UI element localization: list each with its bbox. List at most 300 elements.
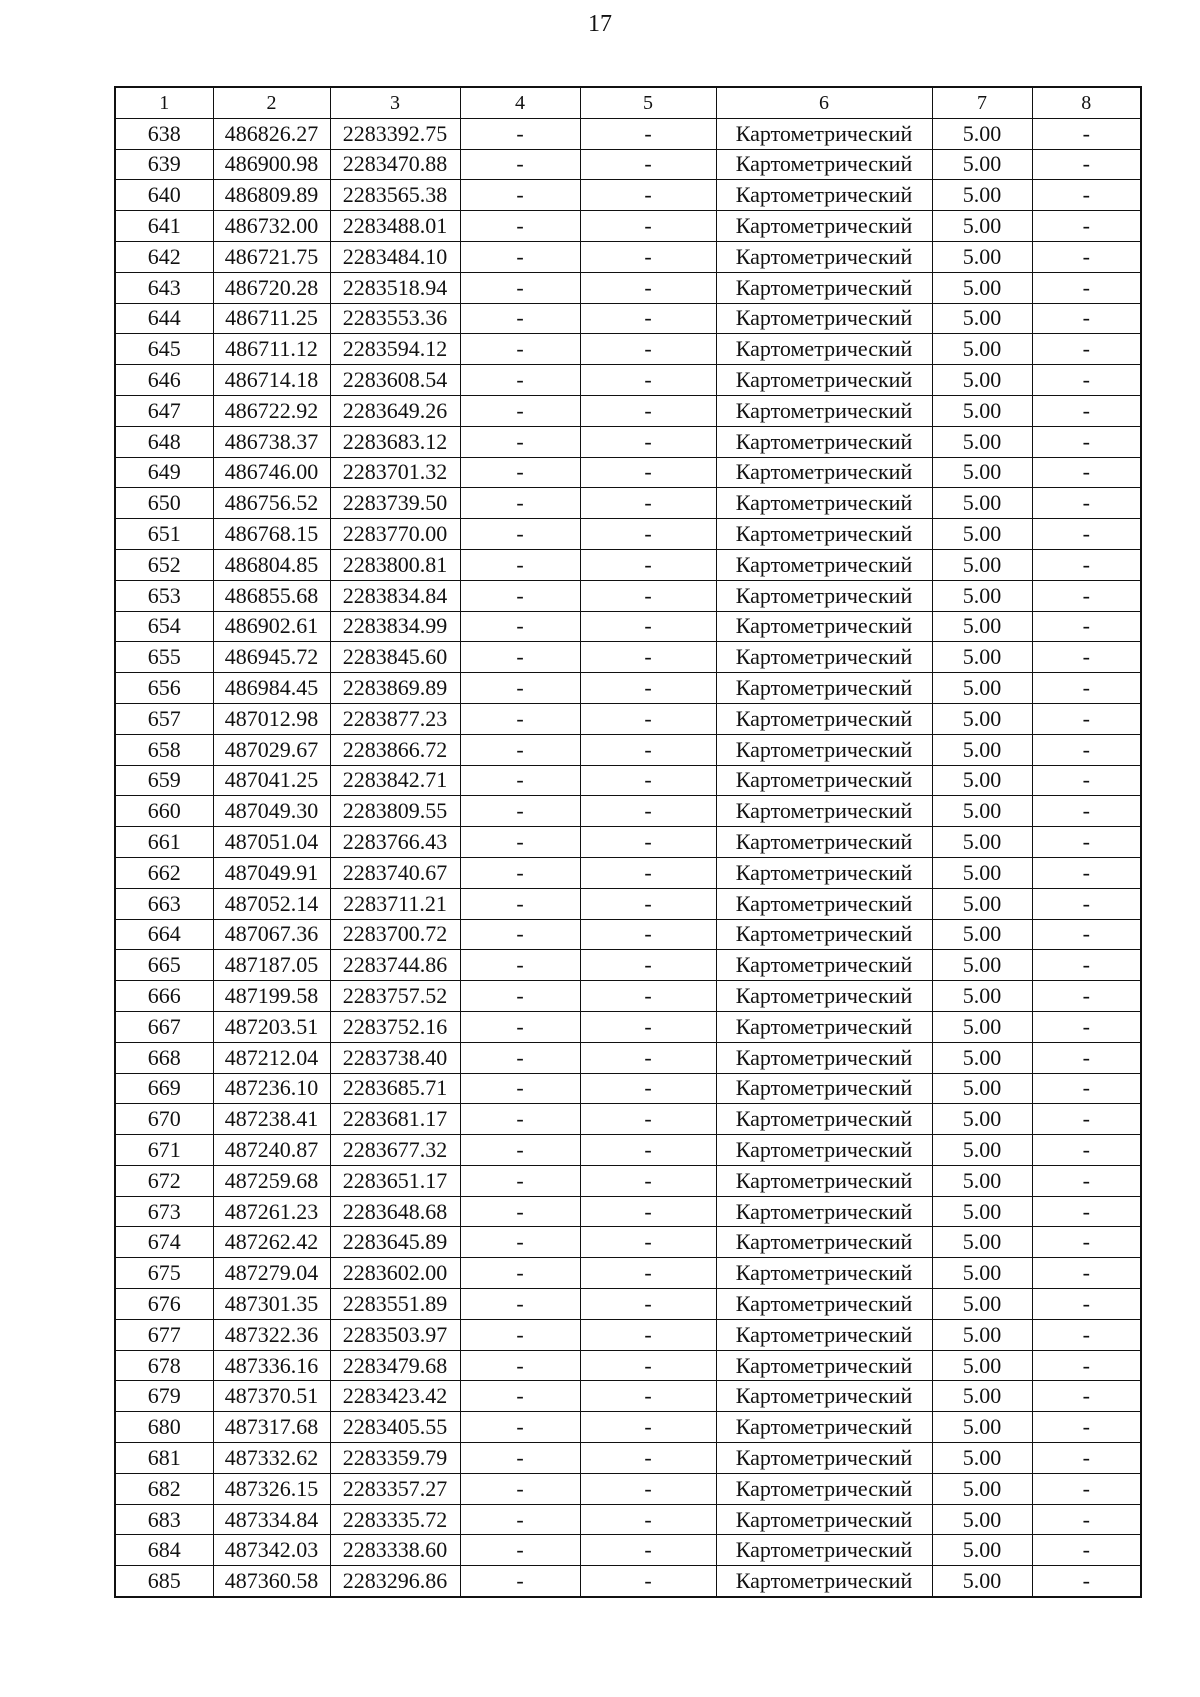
y-coordinate: 2283602.00 xyxy=(330,1258,460,1289)
column-5-value: - xyxy=(580,241,716,272)
point-number: 655 xyxy=(115,642,213,673)
point-number: 647 xyxy=(115,395,213,426)
point-number: 640 xyxy=(115,180,213,211)
table-row xyxy=(115,149,1141,180)
column-8-value: - xyxy=(1032,457,1141,488)
column-4-value: - xyxy=(460,334,580,365)
method-value: Картометрический xyxy=(716,426,932,457)
column-5-value: - xyxy=(580,950,716,981)
column-8-value: - xyxy=(1032,1535,1141,1566)
table-row xyxy=(115,1381,1141,1412)
y-coordinate: 2283738.40 xyxy=(330,1042,460,1073)
point-number: 670 xyxy=(115,1104,213,1135)
y-coordinate: 2283800.81 xyxy=(330,549,460,580)
table-row xyxy=(115,950,1141,981)
table-row xyxy=(115,1165,1141,1196)
column-4-value: - xyxy=(460,765,580,796)
x-coordinate: 487262.42 xyxy=(213,1227,330,1258)
x-coordinate: 486732.00 xyxy=(213,211,330,242)
column-8-value: - xyxy=(1032,734,1141,765)
x-coordinate: 486945.72 xyxy=(213,642,330,673)
column-8-value: - xyxy=(1032,1011,1141,1042)
column-5-value: - xyxy=(580,1196,716,1227)
column-8-value: - xyxy=(1032,1473,1141,1504)
accuracy-value: 5.00 xyxy=(932,1011,1032,1042)
y-coordinate: 2283565.38 xyxy=(330,180,460,211)
table-header xyxy=(115,87,1141,118)
column-8-value: - xyxy=(1032,919,1141,950)
x-coordinate: 487199.58 xyxy=(213,981,330,1012)
column-4-value: - xyxy=(460,365,580,396)
point-number: 666 xyxy=(115,981,213,1012)
point-number: 665 xyxy=(115,950,213,981)
accuracy-value: 5.00 xyxy=(932,334,1032,365)
accuracy-value: 5.00 xyxy=(932,1535,1032,1566)
column-4-value: - xyxy=(460,457,580,488)
method-value: Картометрический xyxy=(716,642,932,673)
column-5-value: - xyxy=(580,1473,716,1504)
point-number: 643 xyxy=(115,272,213,303)
column-5-value: - xyxy=(580,488,716,519)
column-8-value: - xyxy=(1032,703,1141,734)
table-row xyxy=(115,365,1141,396)
table-row xyxy=(115,303,1141,334)
column-header: 7 xyxy=(932,87,1032,118)
point-number: 673 xyxy=(115,1196,213,1227)
method-value: Картометрический xyxy=(716,303,932,334)
x-coordinate: 487203.51 xyxy=(213,1011,330,1042)
x-coordinate: 487240.87 xyxy=(213,1135,330,1166)
y-coordinate: 2283651.17 xyxy=(330,1165,460,1196)
table-row xyxy=(115,580,1141,611)
method-value: Картометрический xyxy=(716,1381,932,1412)
accuracy-value: 5.00 xyxy=(932,1135,1032,1166)
table-row xyxy=(115,734,1141,765)
x-coordinate: 486984.45 xyxy=(213,673,330,704)
column-8-value: - xyxy=(1032,673,1141,704)
accuracy-value: 5.00 xyxy=(932,149,1032,180)
accuracy-value: 5.00 xyxy=(932,703,1032,734)
y-coordinate: 2283842.71 xyxy=(330,765,460,796)
x-coordinate: 486768.15 xyxy=(213,519,330,550)
column-5-value: - xyxy=(580,611,716,642)
column-8-value: - xyxy=(1032,549,1141,580)
column-5-value: - xyxy=(580,703,716,734)
column-4-value: - xyxy=(460,888,580,919)
column-4-value: - xyxy=(460,1566,580,1597)
y-coordinate: 2283701.32 xyxy=(330,457,460,488)
point-number: 669 xyxy=(115,1073,213,1104)
column-4-value: - xyxy=(460,1350,580,1381)
column-5-value: - xyxy=(580,919,716,950)
method-value: Картометрический xyxy=(716,1073,932,1104)
method-value: Картометрический xyxy=(716,765,932,796)
y-coordinate: 2283518.94 xyxy=(330,272,460,303)
column-5-value: - xyxy=(580,1350,716,1381)
x-coordinate: 486855.68 xyxy=(213,580,330,611)
point-number: 641 xyxy=(115,211,213,242)
method-value: Картометрический xyxy=(716,1289,932,1320)
column-8-value: - xyxy=(1032,1073,1141,1104)
method-value: Картометрический xyxy=(716,488,932,519)
table-row xyxy=(115,796,1141,827)
table-row xyxy=(115,272,1141,303)
method-value: Картометрический xyxy=(716,796,932,827)
method-value: Картометрический xyxy=(716,1319,932,1350)
accuracy-value: 5.00 xyxy=(932,950,1032,981)
table-row xyxy=(115,765,1141,796)
point-number: 683 xyxy=(115,1504,213,1535)
method-value: Картометрический xyxy=(716,549,932,580)
method-value: Картометрический xyxy=(716,673,932,704)
method-value: Картометрический xyxy=(716,734,932,765)
column-8-value: - xyxy=(1032,1258,1141,1289)
accuracy-value: 5.00 xyxy=(932,857,1032,888)
column-4-value: - xyxy=(460,1319,580,1350)
x-coordinate: 487029.67 xyxy=(213,734,330,765)
accuracy-value: 5.00 xyxy=(932,1227,1032,1258)
column-4-value: - xyxy=(460,519,580,550)
column-4-value: - xyxy=(460,1196,580,1227)
x-coordinate: 486902.61 xyxy=(213,611,330,642)
column-4-value: - xyxy=(460,734,580,765)
table-row xyxy=(115,519,1141,550)
y-coordinate: 2283744.86 xyxy=(330,950,460,981)
column-8-value: - xyxy=(1032,149,1141,180)
point-number: 654 xyxy=(115,611,213,642)
y-coordinate: 2283845.60 xyxy=(330,642,460,673)
point-number: 638 xyxy=(115,118,213,149)
point-number: 667 xyxy=(115,1011,213,1042)
table-row xyxy=(115,1443,1141,1474)
accuracy-value: 5.00 xyxy=(932,272,1032,303)
y-coordinate: 2283608.54 xyxy=(330,365,460,396)
method-value: Картометрический xyxy=(716,611,932,642)
x-coordinate: 486720.28 xyxy=(213,272,330,303)
column-4-value: - xyxy=(460,1011,580,1042)
accuracy-value: 5.00 xyxy=(932,1165,1032,1196)
method-value: Картометрический xyxy=(716,1443,932,1474)
y-coordinate: 2283766.43 xyxy=(330,827,460,858)
method-value: Картометрический xyxy=(716,888,932,919)
y-coordinate: 2283484.10 xyxy=(330,241,460,272)
y-coordinate: 2283335.72 xyxy=(330,1504,460,1535)
x-coordinate: 487370.51 xyxy=(213,1381,330,1412)
point-number: 680 xyxy=(115,1412,213,1443)
x-coordinate: 487049.91 xyxy=(213,857,330,888)
x-coordinate: 486900.98 xyxy=(213,149,330,180)
x-coordinate: 487051.04 xyxy=(213,827,330,858)
accuracy-value: 5.00 xyxy=(932,642,1032,673)
point-number: 657 xyxy=(115,703,213,734)
method-value: Картометрический xyxy=(716,1350,932,1381)
point-number: 650 xyxy=(115,488,213,519)
accuracy-value: 5.00 xyxy=(932,1196,1032,1227)
point-number: 642 xyxy=(115,241,213,272)
point-number: 660 xyxy=(115,796,213,827)
table-row xyxy=(115,1319,1141,1350)
y-coordinate: 2283553.36 xyxy=(330,303,460,334)
column-5-value: - xyxy=(580,1165,716,1196)
y-coordinate: 2283740.67 xyxy=(330,857,460,888)
point-number: 659 xyxy=(115,765,213,796)
point-number: 678 xyxy=(115,1350,213,1381)
table-row xyxy=(115,1073,1141,1104)
column-8-value: - xyxy=(1032,272,1141,303)
column-5-value: - xyxy=(580,365,716,396)
table-row xyxy=(115,981,1141,1012)
accuracy-value: 5.00 xyxy=(932,796,1032,827)
point-number: 653 xyxy=(115,580,213,611)
column-header: 6 xyxy=(716,87,932,118)
x-coordinate: 487360.58 xyxy=(213,1566,330,1597)
point-number: 682 xyxy=(115,1473,213,1504)
y-coordinate: 2283488.01 xyxy=(330,211,460,242)
column-header: 8 xyxy=(1032,87,1141,118)
table-row xyxy=(115,1104,1141,1135)
column-5-value: - xyxy=(580,1104,716,1135)
table-row xyxy=(115,1350,1141,1381)
column-8-value: - xyxy=(1032,180,1141,211)
x-coordinate: 486804.85 xyxy=(213,549,330,580)
y-coordinate: 2283357.27 xyxy=(330,1473,460,1504)
column-5-value: - xyxy=(580,395,716,426)
y-coordinate: 2283470.88 xyxy=(330,149,460,180)
table-row xyxy=(115,703,1141,734)
accuracy-value: 5.00 xyxy=(932,241,1032,272)
y-coordinate: 2283809.55 xyxy=(330,796,460,827)
point-number: 672 xyxy=(115,1165,213,1196)
table-row xyxy=(115,241,1141,272)
point-number: 676 xyxy=(115,1289,213,1320)
column-8-value: - xyxy=(1032,488,1141,519)
column-4-value: - xyxy=(460,1412,580,1443)
y-coordinate: 2283711.21 xyxy=(330,888,460,919)
accuracy-value: 5.00 xyxy=(932,1289,1032,1320)
column-5-value: - xyxy=(580,673,716,704)
x-coordinate: 487326.15 xyxy=(213,1473,330,1504)
y-coordinate: 2283683.12 xyxy=(330,426,460,457)
method-value: Картометрический xyxy=(716,1412,932,1443)
y-coordinate: 2283551.89 xyxy=(330,1289,460,1320)
x-coordinate: 487334.84 xyxy=(213,1504,330,1535)
table-row xyxy=(115,1196,1141,1227)
accuracy-value: 5.00 xyxy=(932,1381,1032,1412)
point-number: 675 xyxy=(115,1258,213,1289)
accuracy-value: 5.00 xyxy=(932,365,1032,396)
accuracy-value: 5.00 xyxy=(932,1350,1032,1381)
y-coordinate: 2283770.00 xyxy=(330,519,460,550)
y-coordinate: 2283757.52 xyxy=(330,981,460,1012)
x-coordinate: 486722.92 xyxy=(213,395,330,426)
y-coordinate: 2283685.71 xyxy=(330,1073,460,1104)
accuracy-value: 5.00 xyxy=(932,1473,1032,1504)
column-5-value: - xyxy=(580,1289,716,1320)
x-coordinate: 487236.10 xyxy=(213,1073,330,1104)
x-coordinate: 486756.52 xyxy=(213,488,330,519)
coordinates-table xyxy=(114,86,1142,1598)
column-8-value: - xyxy=(1032,611,1141,642)
table-row xyxy=(115,1227,1141,1258)
column-5-value: - xyxy=(580,272,716,303)
column-4-value: - xyxy=(460,1443,580,1474)
method-value: Картометрический xyxy=(716,1258,932,1289)
accuracy-value: 5.00 xyxy=(932,1258,1032,1289)
y-coordinate: 2283681.17 xyxy=(330,1104,460,1135)
column-5-value: - xyxy=(580,1566,716,1597)
point-number: 677 xyxy=(115,1319,213,1350)
method-value: Картометрический xyxy=(716,1165,932,1196)
column-8-value: - xyxy=(1032,426,1141,457)
column-4-value: - xyxy=(460,272,580,303)
column-8-value: - xyxy=(1032,1566,1141,1597)
column-header: 5 xyxy=(580,87,716,118)
column-8-value: - xyxy=(1032,1412,1141,1443)
table-row xyxy=(115,1535,1141,1566)
point-number: 656 xyxy=(115,673,213,704)
column-8-value: - xyxy=(1032,1196,1141,1227)
column-8-value: - xyxy=(1032,796,1141,827)
point-number: 663 xyxy=(115,888,213,919)
table-row xyxy=(115,1289,1141,1320)
column-4-value: - xyxy=(460,703,580,734)
point-number: 674 xyxy=(115,1227,213,1258)
point-number: 681 xyxy=(115,1443,213,1474)
column-4-value: - xyxy=(460,796,580,827)
table-row xyxy=(115,1412,1141,1443)
method-value: Картометрический xyxy=(716,919,932,950)
accuracy-value: 5.00 xyxy=(932,1319,1032,1350)
point-number: 648 xyxy=(115,426,213,457)
method-value: Картометрический xyxy=(716,457,932,488)
method-value: Картометрический xyxy=(716,1042,932,1073)
accuracy-value: 5.00 xyxy=(932,765,1032,796)
column-5-value: - xyxy=(580,796,716,827)
column-4-value: - xyxy=(460,241,580,272)
column-4-value: - xyxy=(460,549,580,580)
accuracy-value: 5.00 xyxy=(932,1443,1032,1474)
accuracy-value: 5.00 xyxy=(932,1073,1032,1104)
column-5-value: - xyxy=(580,303,716,334)
x-coordinate: 486826.27 xyxy=(213,118,330,149)
column-4-value: - xyxy=(460,611,580,642)
method-value: Картометрический xyxy=(716,241,932,272)
table-row xyxy=(115,1473,1141,1504)
point-number: 644 xyxy=(115,303,213,334)
column-4-value: - xyxy=(460,1473,580,1504)
column-4-value: - xyxy=(460,1165,580,1196)
table-row xyxy=(115,488,1141,519)
y-coordinate: 2283392.75 xyxy=(330,118,460,149)
table-row xyxy=(115,919,1141,950)
point-number: 649 xyxy=(115,457,213,488)
column-5-value: - xyxy=(580,519,716,550)
method-value: Картометрический xyxy=(716,580,932,611)
column-5-value: - xyxy=(580,1011,716,1042)
column-4-value: - xyxy=(460,673,580,704)
point-number: 679 xyxy=(115,1381,213,1412)
x-coordinate: 487238.41 xyxy=(213,1104,330,1135)
column-4-value: - xyxy=(460,580,580,611)
y-coordinate: 2283645.89 xyxy=(330,1227,460,1258)
column-8-value: - xyxy=(1032,1042,1141,1073)
column-4-value: - xyxy=(460,1381,580,1412)
y-coordinate: 2283677.32 xyxy=(330,1135,460,1166)
column-5-value: - xyxy=(580,580,716,611)
method-value: Картометрический xyxy=(716,395,932,426)
accuracy-value: 5.00 xyxy=(932,827,1032,858)
y-coordinate: 2283877.23 xyxy=(330,703,460,734)
table-row xyxy=(115,1504,1141,1535)
x-coordinate: 487279.04 xyxy=(213,1258,330,1289)
accuracy-value: 5.00 xyxy=(932,488,1032,519)
column-5-value: - xyxy=(580,1412,716,1443)
column-5-value: - xyxy=(580,1504,716,1535)
method-value: Картометрический xyxy=(716,118,932,149)
y-coordinate: 2283648.68 xyxy=(330,1196,460,1227)
column-5-value: - xyxy=(580,1535,716,1566)
column-8-value: - xyxy=(1032,395,1141,426)
y-coordinate: 2283338.60 xyxy=(330,1535,460,1566)
method-value: Картометрический xyxy=(716,857,932,888)
accuracy-value: 5.00 xyxy=(932,981,1032,1012)
column-4-value: - xyxy=(460,950,580,981)
column-5-value: - xyxy=(580,765,716,796)
column-4-value: - xyxy=(460,1504,580,1535)
accuracy-value: 5.00 xyxy=(932,1412,1032,1443)
column-8-value: - xyxy=(1032,334,1141,365)
accuracy-value: 5.00 xyxy=(932,211,1032,242)
y-coordinate: 2283423.42 xyxy=(330,1381,460,1412)
x-coordinate: 487049.30 xyxy=(213,796,330,827)
table-body xyxy=(115,118,1141,1597)
column-4-value: - xyxy=(460,642,580,673)
column-5-value: - xyxy=(580,1135,716,1166)
column-4-value: - xyxy=(460,1227,580,1258)
table-row xyxy=(115,1135,1141,1166)
x-coordinate: 487322.36 xyxy=(213,1319,330,1350)
column-5-value: - xyxy=(580,1443,716,1474)
table-row xyxy=(115,1011,1141,1042)
x-coordinate: 486721.75 xyxy=(213,241,330,272)
y-coordinate: 2283700.72 xyxy=(330,919,460,950)
column-8-value: - xyxy=(1032,211,1141,242)
column-4-value: - xyxy=(460,919,580,950)
method-value: Картометрический xyxy=(716,827,932,858)
x-coordinate: 487317.68 xyxy=(213,1412,330,1443)
x-coordinate: 487052.14 xyxy=(213,888,330,919)
column-4-value: - xyxy=(460,426,580,457)
method-value: Картометрический xyxy=(716,211,932,242)
y-coordinate: 2283834.84 xyxy=(330,580,460,611)
method-value: Картометрический xyxy=(716,1473,932,1504)
point-number: 685 xyxy=(115,1566,213,1597)
column-4-value: - xyxy=(460,1135,580,1166)
table-row xyxy=(115,1042,1141,1073)
accuracy-value: 5.00 xyxy=(932,426,1032,457)
y-coordinate: 2283405.55 xyxy=(330,1412,460,1443)
y-coordinate: 2283479.68 xyxy=(330,1350,460,1381)
y-coordinate: 2283752.16 xyxy=(330,1011,460,1042)
x-coordinate: 486714.18 xyxy=(213,365,330,396)
accuracy-value: 5.00 xyxy=(932,1042,1032,1073)
page-number: 17 xyxy=(588,11,612,37)
column-5-value: - xyxy=(580,888,716,919)
method-value: Картометрический xyxy=(716,1535,932,1566)
column-5-value: - xyxy=(580,118,716,149)
column-4-value: - xyxy=(460,1042,580,1073)
y-coordinate: 2283649.26 xyxy=(330,395,460,426)
